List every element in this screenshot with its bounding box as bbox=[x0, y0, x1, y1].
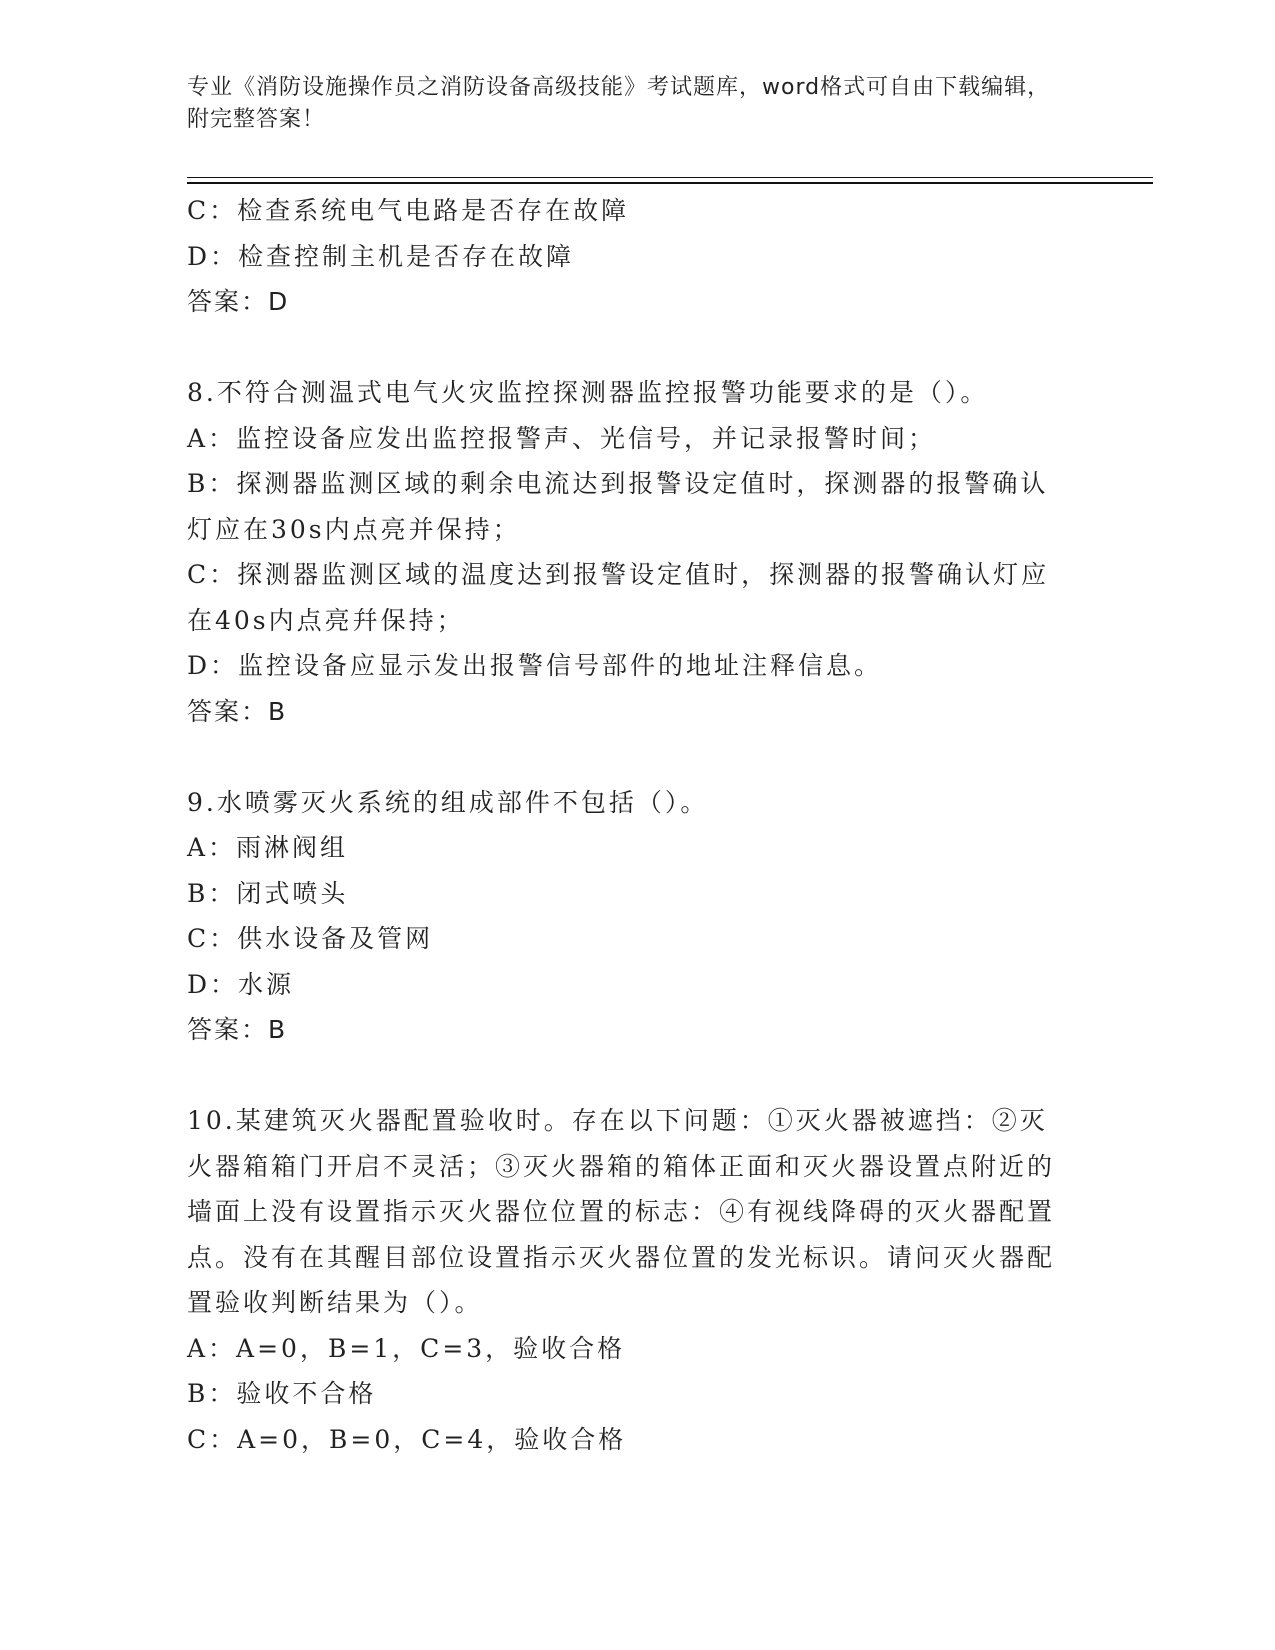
question-stem: 10.某建筑灭火器配置验收时。存在以下问题：①灭火器被遮挡：②灭火器箱箱门开启不灵活；③灭火器箱的箱体正面和灭火器设置点附近的墙面上没有设置指示灭火器位位置的标志：④有视线降碍的灭火器配置点。没有在其醒目部位设置指示灭火器位置的发光标识。请问灭火器配置验收判断结果为（）。 bbox=[187, 1106, 1056, 1317]
document-header: 专业《消防设施操作员之消防设备高级技能》考试题库，word格式可自由下载编辑，附完整答案！ bbox=[187, 75, 1051, 132]
question-10 bbox=[187, 1098, 1067, 1462]
option-b: B：验收不合格 bbox=[187, 1379, 377, 1408]
question-7-continued bbox=[187, 188, 1067, 325]
option-d: D：检查控制主机是否存在故障 bbox=[187, 241, 575, 271]
option-a: A：A=0，B=1，C=3，验收合格 bbox=[187, 1333, 626, 1363]
question-8 bbox=[187, 370, 1067, 734]
option-a: A：雨淋阀组 bbox=[187, 833, 349, 862]
spacer bbox=[187, 1053, 1067, 1099]
option-d: D：水源 bbox=[187, 969, 295, 999]
header-divider-thick bbox=[187, 182, 1153, 184]
option-d: D：监控设备应显示发出报警信号部件的地址注释信息。 bbox=[187, 651, 883, 680]
option-c: C：检查系统电气电路是否存在故障 bbox=[187, 196, 630, 225]
spacer bbox=[187, 734, 1067, 780]
option-c: C：A=0，B=0，C=4，验收合格 bbox=[187, 1424, 627, 1454]
option-c: C：供水设备及管网 bbox=[187, 924, 434, 953]
header-divider-thin bbox=[187, 177, 1153, 178]
spacer bbox=[187, 325, 1067, 371]
answer-line: 答案：B bbox=[187, 1015, 288, 1044]
question-stem: 9.水喷雾灭火系统的组成部件不包括（）。 bbox=[187, 787, 709, 817]
question-stem: 8.不符合测温式电气火灾监控探测器监控报警功能要求的是（）。 bbox=[187, 378, 989, 407]
document-body bbox=[187, 188, 1067, 1462]
option-b: B：闭式喷头 bbox=[187, 878, 349, 908]
answer-line: 答案：D bbox=[187, 287, 290, 316]
option-a: A：监控设备应发出监控报警声、光信号，并记录报警时间； bbox=[187, 423, 937, 453]
answer-line: 答案：B bbox=[187, 696, 288, 726]
option-c: C：探测器监测区域的温度达到报警设定值时，探测器的报警确认灯应在40s内点亮幷保持； bbox=[187, 560, 1050, 635]
option-b: B：探测器监测区域的剩余电流达到报警设定值时，探测器的报警确认灯应在30s内点亮并保持； bbox=[187, 469, 1049, 544]
question-9 bbox=[187, 780, 1067, 1053]
